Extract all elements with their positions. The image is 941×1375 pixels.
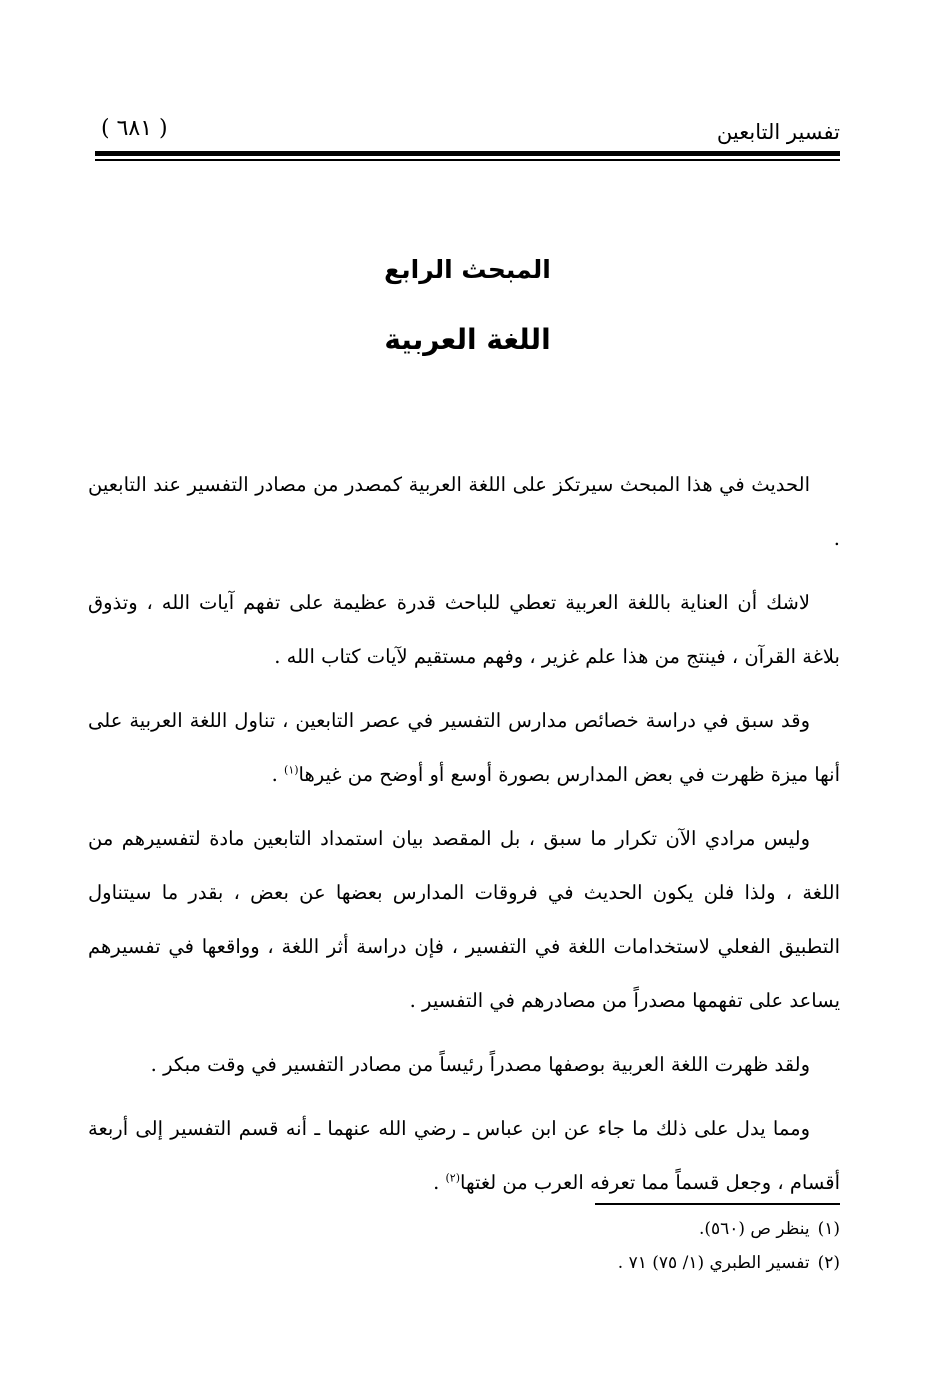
paragraph-3-text: وقد سبق في دراسة خصائص مدارس التفسير في عصر التابعين ، تناول اللغة العربية على أنها ميزة ظهرت في بعض المدارس بصورة أوسع أو أوضح من غيرها — [88, 709, 840, 786]
footnote-separator — [595, 1203, 840, 1205]
footnote-ref-2[interactable]: (٢) — [445, 1171, 461, 1185]
header-rule-thick — [95, 151, 840, 156]
footnote-2-mark: (٢) — [817, 1253, 840, 1273]
footnote-1-text: ينظر ص (٥٦٠). — [698, 1219, 810, 1239]
paragraph-3-end: . — [271, 763, 285, 786]
paragraph-1: الحديث في هذا المبحث سيرتكز على اللغة العربية كمصدر من مصادر التفسير عند التابعين . — [88, 473, 840, 550]
footnote-1-mark: (١) — [817, 1219, 840, 1239]
paragraph-3 — [88, 694, 840, 802]
paragraph-6 — [88, 1102, 840, 1210]
paragraph-2: لاشك أن العناية باللغة العربية تعطي للباحث قدرة عظيمة على تفهم آيات الله ، وتذوق بلاغة القرآن ، فينتج من هذا علم غزير ، وفهم مستقيم لآيات كتاب الله . — [88, 591, 840, 668]
footnote-2-text: تفسير الطبري (١/ ٧٥) ٧١ . — [617, 1253, 810, 1273]
footnote-1 — [95, 1212, 840, 1246]
header-rule-thin — [95, 159, 840, 161]
running-title: تفسير التابعين — [716, 120, 840, 144]
paragraph-6-end: . — [433, 1171, 446, 1194]
section-title: اللغة العربية — [384, 323, 551, 356]
footnote-2 — [95, 1246, 840, 1280]
footnote-ref-1[interactable]: (١) — [284, 763, 299, 777]
paragraph-5: ولقد ظهرت اللغة العربية بوصفها مصدراً رئيساً من مصادر التفسير في وقت مبكر . — [150, 1053, 810, 1076]
body-text — [88, 458, 840, 1220]
paragraph-4: وليس مرادي الآن تكرار ما سبق ، بل المقصد بيان استمداد التابعين مادة لتفسيرهم من اللغة ، ولذا فلن يكون الحديث في فروقات المدارس بعضها عن بعض ، بقدر ما سيتناول التطبيق الفعلي لاستخدامات اللغة في التفسير ، فإن دراسة أثر اللغة ، وواقعها في تفسيرهم يساعد على تفهمها مصدراً من مصادرهم في التفسير . — [88, 827, 840, 1012]
paragraph-6-text: ومما يدل على ذلك ما جاء عن ابن عباس ـ رضي الله عنهما ـ أنه قسم التفسير إلى أربعة أقسام ، وجعل قسماً مما تعرفه العرب من لغتها — [88, 1117, 840, 1194]
page-header — [95, 112, 840, 152]
page-number: ( ٦٨١ ) — [101, 116, 168, 141]
section-heading: المبحث الرابع — [384, 255, 551, 284]
footnotes — [95, 1212, 840, 1280]
